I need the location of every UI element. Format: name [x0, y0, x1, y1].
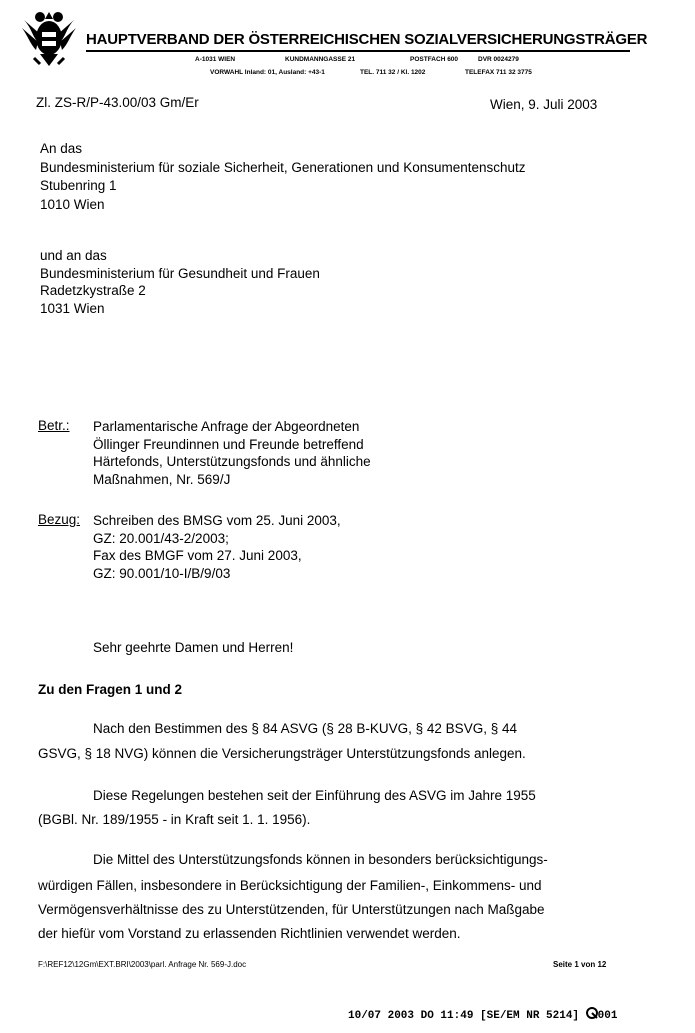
betreff-block	[93, 418, 371, 488]
paragraph-3-line: würdigen Fällen, insbesondere in Berücksichtigung der Familien-, Einkommens- und	[38, 878, 542, 893]
address-vorwahl: VORWAHL Inland: 01, Ausland: +43-1	[210, 69, 325, 76]
file-path: F:\REF12\12Gm\EXT.BRI\2003\parl. Anfrage Nr. 569-J.doc	[38, 960, 247, 969]
recipient-block-1	[40, 140, 526, 214]
bezug-line: GZ: 90.001/10-I/B/9/03	[93, 565, 231, 581]
paragraph-3-line: Die Mittel des Unterstützungsfonds können in besonders berücksichtigungs-	[93, 852, 548, 867]
fax-page: 001	[597, 1010, 618, 1022]
section-heading: Zu den Fragen 1 und 2	[38, 682, 183, 697]
address-tel: TEL. 711 32 / Kl. 1202	[360, 69, 426, 76]
salutation: Sehr geehrte Damen und Herren!	[93, 640, 294, 655]
paragraph-3-line: der hiefür vom Vorstand zu erlassenden Richtlinien verwendet werden.	[38, 926, 461, 941]
betreff-line: Öllinger Freundinnen und Freunde betreffend	[93, 436, 364, 452]
paragraph-2-line: Diese Regelungen bestehen seit der Einführung des ASVG im Jahre 1955	[93, 788, 536, 803]
recipient-2-line: Radetzkystraße 2	[40, 283, 146, 298]
recipient-2-line: 1031 Wien	[40, 300, 105, 316]
betreff-line: Maßnahmen, Nr. 569/J	[93, 471, 231, 487]
paragraph-2-line: (BGBl. Nr. 189/1955 - in Kraft seit 1. 1. 1956).	[38, 812, 311, 827]
recipient-1-line: Stubenring 1	[40, 178, 117, 193]
bezug-label: Bezug:	[38, 512, 81, 527]
recipient-2-line: und an das	[40, 248, 107, 263]
paragraph-1-line: Nach den Bestimmen des § 84 ASVG (§ 28 B-KUVG, § 42 BSVG, § 44	[93, 721, 517, 736]
paragraph-3-line: Vermögensverhältnisse des zu Unterstützenden, für Unterstützungen nach Maßgabe	[38, 902, 545, 917]
fax-header	[348, 1007, 617, 1022]
address-street: KUNDMANNGASSE 21	[285, 56, 356, 63]
recipient-1-line: 1010 Wien	[40, 196, 105, 212]
bezug-line: Schreiben des BMSG vom 25. Juni 2003,	[93, 513, 341, 528]
fax-mark-icon	[586, 1007, 598, 1019]
austrian-eagle-emblem-icon	[20, 6, 78, 68]
bezug-block	[93, 512, 341, 582]
betreff-label: Betr.:	[38, 418, 70, 433]
address-city: A-1031 WIEN	[195, 56, 236, 63]
recipient-2-line: Bundesministerium für Gesundheit und Frauen	[40, 265, 320, 281]
betreff-line: Härtefonds, Unterstützungsfonds und ähnliche	[93, 454, 371, 469]
letterhead-rule	[86, 50, 630, 52]
betreff-line: Parlamentarische Anfrage der Abgeordneten	[93, 419, 360, 434]
letter-date: Wien, 9. Juli 2003	[490, 97, 598, 112]
bezug-line: GZ: 20.001/43-2/2003;	[93, 530, 229, 546]
page-number: Seite 1 von 12	[553, 960, 607, 969]
bezug-line: Fax des BMGF vom 27. Juni 2003,	[93, 548, 302, 563]
reference-number: Zl. ZS-R/P-43.00/03 Gm/Er	[36, 95, 199, 110]
org-name: HAUPTVERBAND DER ÖSTERREICHISCHEN SOZIALVERSICHERUNGSTRÄGER	[86, 31, 648, 48]
recipient-block-2	[40, 247, 320, 317]
address-postbox: POSTFACH 600	[410, 56, 459, 63]
address-dvr: DVR 0024279	[478, 56, 519, 63]
address-fax: TELEFAX 711 32 3775	[465, 69, 532, 76]
paragraph-1-line: GSVG, § 18 NVG) können die Versicherungsträger Unterstützungsfonds anlegen.	[38, 746, 526, 761]
fax-timestamp: 10/07 2003 DO 11:49 [SE/EM NR 5214]	[348, 1010, 586, 1022]
recipient-1-line: An das	[40, 141, 83, 156]
recipient-1-line: Bundesministerium für soziale Sicherheit, Generationen und Konsumentenschutz	[40, 159, 526, 175]
